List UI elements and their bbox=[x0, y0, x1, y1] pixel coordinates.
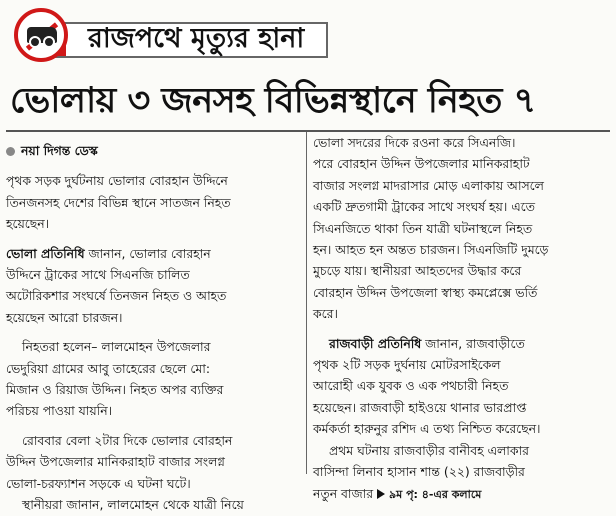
headline: ভোলায় ৩ জনসহ বিভিন্নস্থানে নিহত ৭ bbox=[10, 81, 536, 121]
paragraph-line: ভোলা সদরের দিকে রওনা করে সিএনজি। bbox=[313, 135, 516, 150]
paragraph-line: ভেদুরিয়া গ্রামের আবু তাহেরের ছেলে মো: bbox=[6, 360, 211, 376]
paragraph-line: বাজার সংলগ্ন মাদরাসার মোড় এলাকায় আসলে bbox=[313, 177, 544, 193]
paragraph-line: হয়েছেন আরো চারজন। bbox=[6, 309, 123, 325]
paragraph-bhola bbox=[6, 243, 301, 329]
paragraph-line: হন। আহত হন অন্তত চারজন। সিএনজিটি দুমড়ে bbox=[313, 242, 549, 258]
paragraph-line: রোববার বেলা ২টার দিকে ভোলার বোরহান bbox=[22, 432, 233, 448]
paragraph-first-incident bbox=[313, 440, 610, 483]
paragraph-line: উদ্দিন উপজেলার মানিকরাহাট বাজার সংলগ্ন bbox=[6, 454, 225, 470]
desk-name: নয়া দিগন্ত ডেস্ক bbox=[21, 143, 98, 158]
reporter-label: রাজবাড়ী প্রতিনিধি bbox=[329, 335, 422, 351]
paragraph-line: একটি দ্রুতগামী ট্রাকের সাথে সংঘর্ষ হয়। এতে bbox=[313, 199, 535, 215]
kicker-title: রাজপথে মৃত্যুর হানা bbox=[88, 23, 305, 54]
paragraph-line-last: নতুন বাজার ৯ম পৃ: ৪-এর কলামে bbox=[313, 485, 482, 501]
paragraph-line: নিহতরা হলেন– লালমোহন উপজেলার bbox=[22, 339, 211, 355]
paragraph-line: অটোরিকশার সংঘর্ষে তিনজন নিহত ও আহত bbox=[6, 288, 227, 304]
article-column-right bbox=[313, 132, 610, 505]
paragraph-line: পরে বোরহান উদ্দিন উপজেলার মানিকরাহাট bbox=[313, 156, 530, 172]
paragraph-line: ভোলা-চরফ্যাশন সড়কে এ ঘটনা ঘটে। bbox=[6, 475, 191, 491]
paragraph-line: তিনজনসহ দেশের বিভিন্ন স্থানে সাতজন নিহত bbox=[6, 194, 231, 210]
paragraph-line: মিজান ও রিয়াজ উদ্দিন। নিহত অপর ব্যক্তির bbox=[6, 382, 224, 398]
paragraph-rajbari bbox=[313, 333, 610, 440]
paragraph-victims bbox=[6, 336, 301, 422]
paragraph-line: প্রথম ঘটনায় রাজবাড়ীর বানীবহ এলাকার bbox=[329, 442, 529, 458]
continuation-note[interactable]: ৯ম পৃ: ৪-এর কলামে bbox=[389, 487, 482, 501]
paragraph-line: স্থানীয়রা জানান, লালমোহন থেকে যাত্রী নিয়ে bbox=[22, 497, 244, 513]
continue-arrow-icon bbox=[377, 489, 385, 499]
reporter-label: ভোলা প্রতিনিধি bbox=[6, 245, 85, 261]
paragraph-line: পরিচয় পাওয়া যায়নি। bbox=[6, 403, 113, 419]
paragraph-line: আরোহী এক যুবক ও এক পথচারী নিহত bbox=[313, 378, 509, 394]
paragraph-line: করে। bbox=[313, 306, 338, 322]
paragraph-line: রাজবাড়ী প্রতিনিধি জানান, রাজবাড়ীতে bbox=[329, 335, 525, 351]
paragraph-line: পৃথক সড়ক দুর্ঘটনায় ভোলার বোরহান উদ্দিনে bbox=[6, 173, 228, 189]
paragraph-line: পৃথক ২টি সড়ক দুর্ঘনায় মোটরসাইকেল bbox=[313, 357, 501, 373]
article-column-left bbox=[6, 132, 301, 516]
byline bbox=[6, 140, 301, 161]
road-accident-logo-icon bbox=[14, 8, 68, 62]
bullet-icon bbox=[6, 147, 15, 156]
paragraph-line: ভোলা প্রতিনিধি জানান, ভোলার বোরহান bbox=[6, 245, 211, 261]
paragraph-line: সিএনজিতে থাকা তিন যাত্রী ঘটনাস্থলে নিহত bbox=[313, 220, 533, 236]
paragraph-locals bbox=[6, 494, 301, 515]
paragraph-line: উদ্দিনে ট্রাকের সাথে সিএনজি চালিত bbox=[6, 267, 190, 283]
paragraph-line: কর্মকর্তা হারুনুর রশিদ এ তথ্য নিশ্চিত করেছেন। bbox=[313, 421, 541, 437]
paragraph-line: হয়েছেন। রাজবাড়ী হাইওয়ে থানার ভারপ্রাপ্ত bbox=[313, 399, 527, 415]
paragraph-line: হয়েছেন। bbox=[6, 216, 50, 232]
section-kicker bbox=[6, 4, 610, 68]
paragraph-line: মুচড়ে যায়। স্থানীয়রা আহতদের উদ্ধার করে bbox=[313, 263, 522, 279]
paragraph-collision bbox=[313, 132, 610, 325]
column-divider bbox=[306, 132, 307, 474]
paragraph-intro bbox=[6, 170, 301, 234]
paragraph-line: বোরহান উদ্দিন উপজেলা স্বাস্থ্য কমপ্লেক্সে ভর্তি bbox=[313, 284, 538, 300]
paragraph-line: বাসিন্দা লিনাব হাসান শান্ত (২২) রাজবাড়ীর bbox=[313, 464, 525, 480]
paragraph-time bbox=[6, 430, 301, 494]
